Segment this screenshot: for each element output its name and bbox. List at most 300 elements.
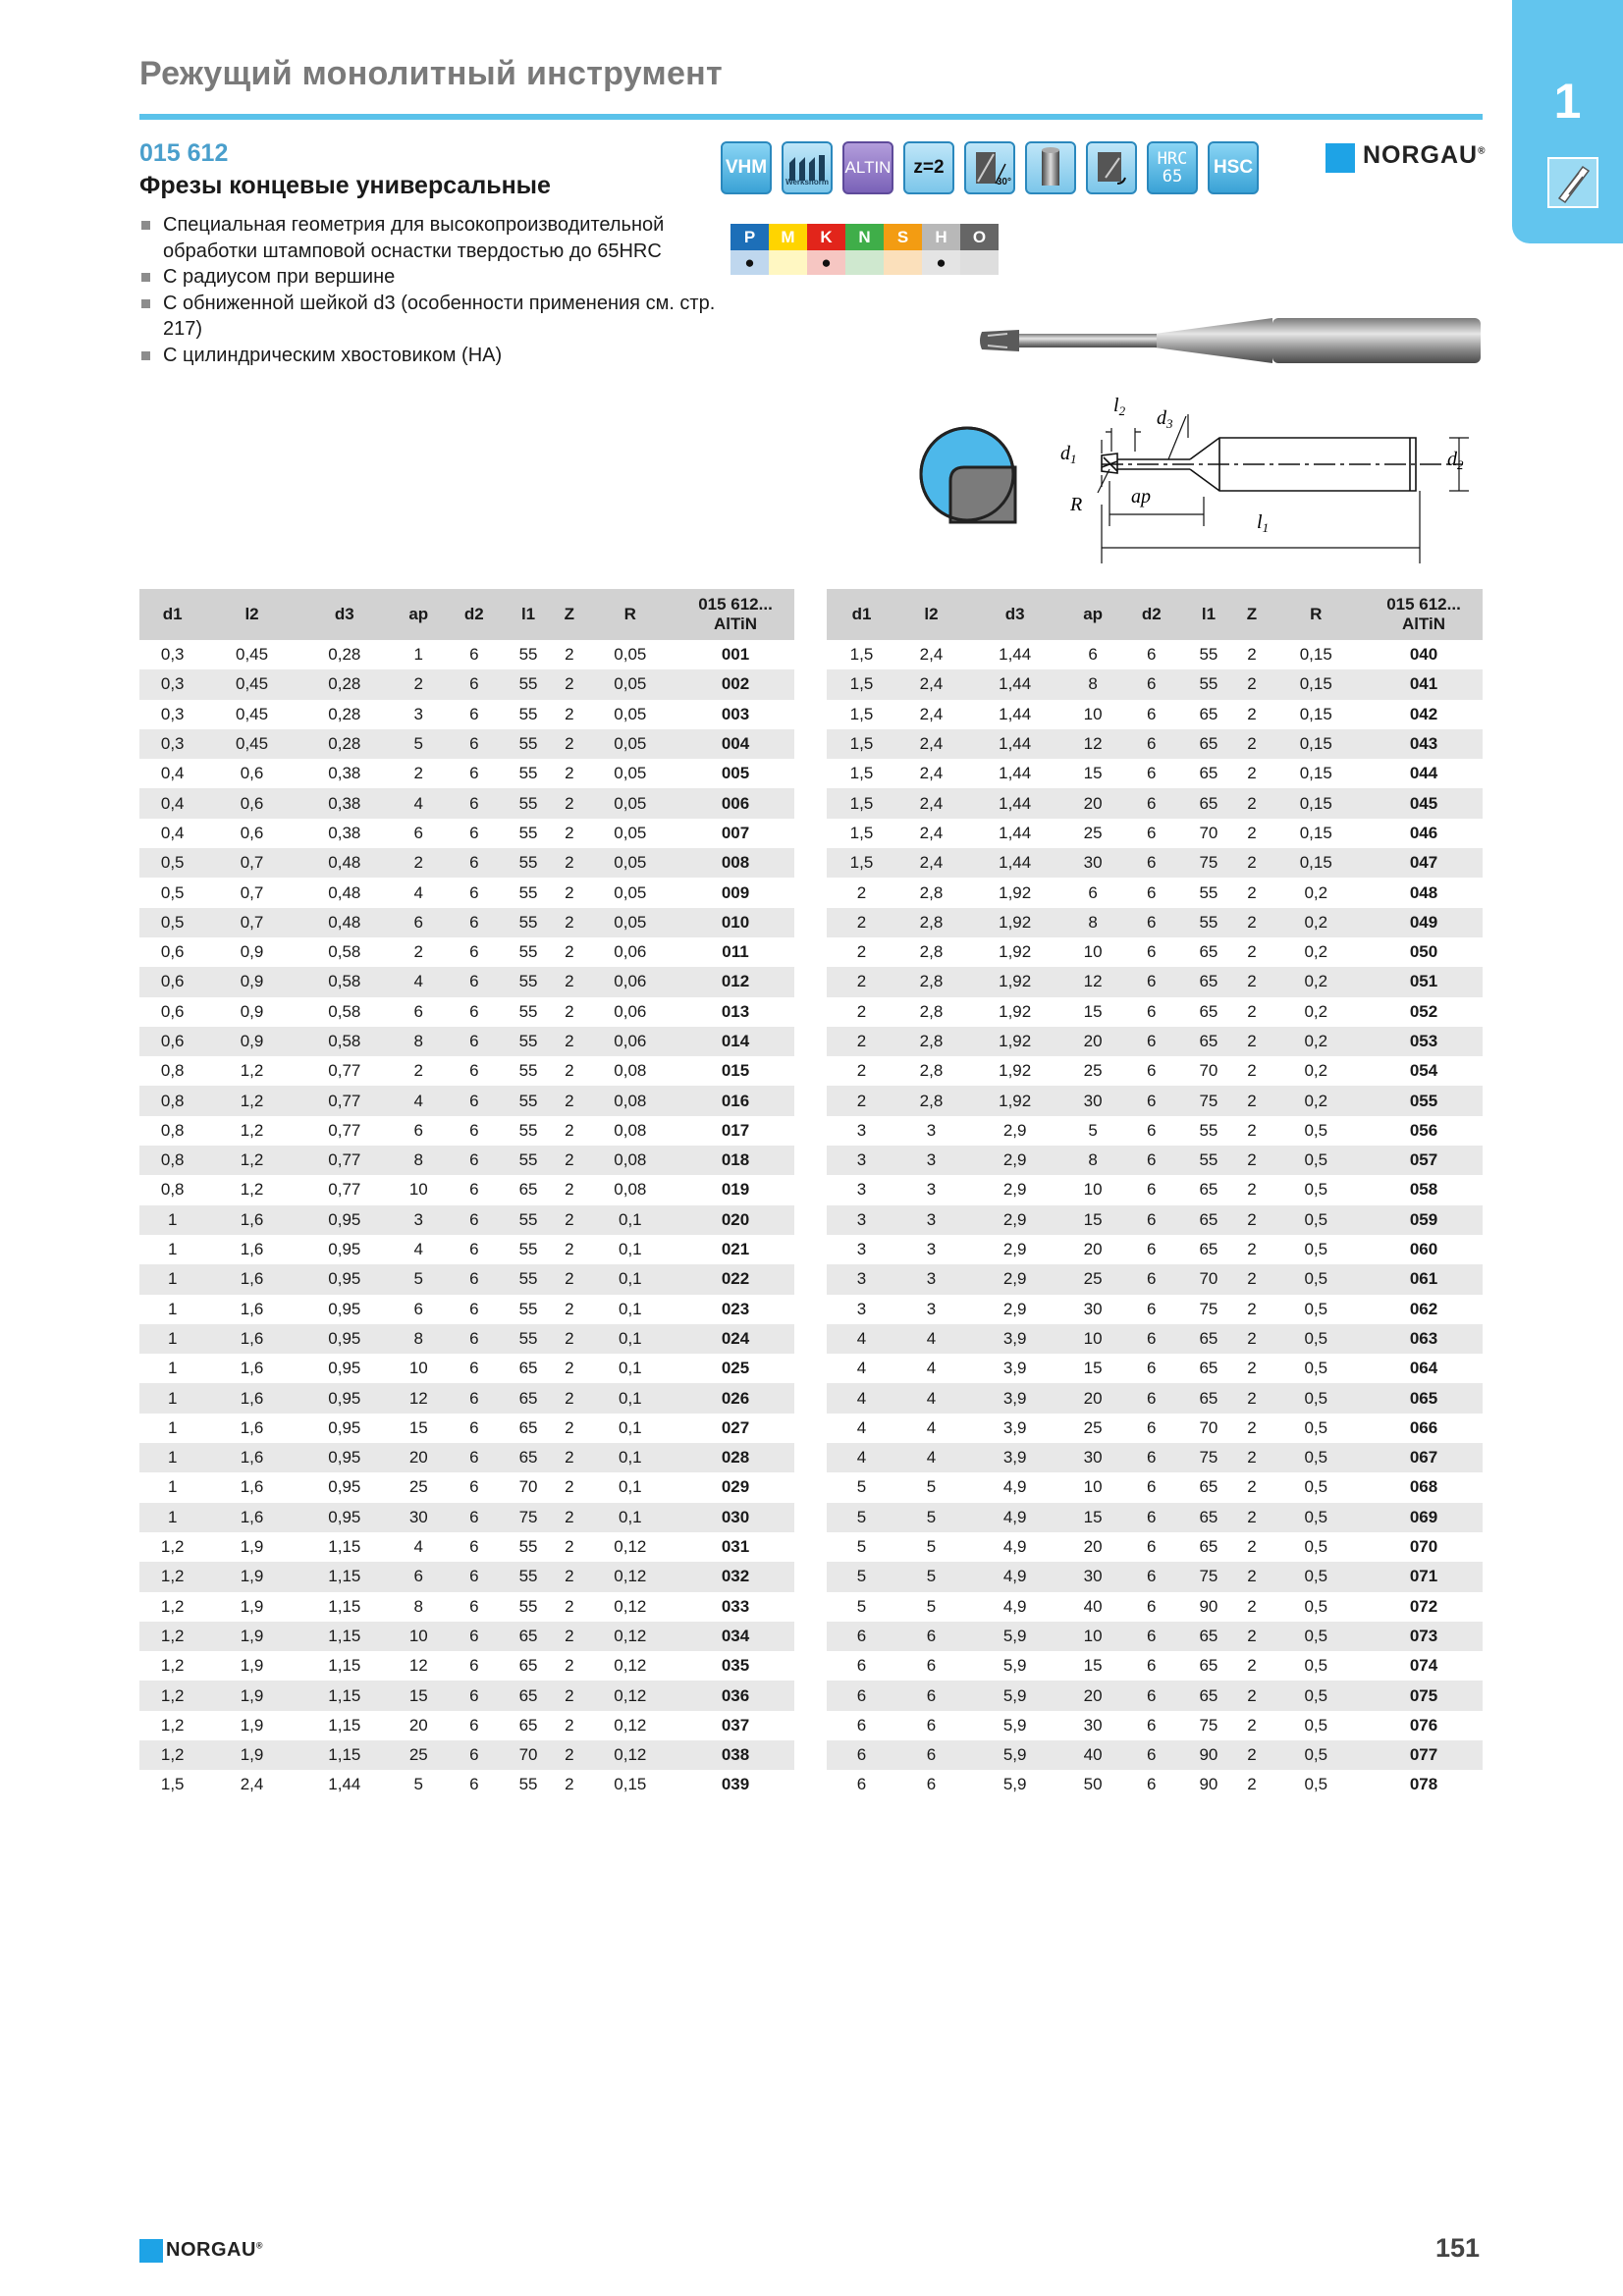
table-row[interactable]: [139, 1472, 794, 1502]
order-code-cell: 076: [1409, 1715, 1438, 1735]
table-cell: 6: [1122, 908, 1181, 937]
table-cell: 4: [856, 1359, 867, 1378]
table-row[interactable]: [827, 1740, 1483, 1770]
table-cell: 0,28: [328, 645, 361, 665]
table-cell: 5: [827, 1562, 896, 1591]
table-row[interactable]: [139, 1622, 794, 1651]
table-cell: 2: [555, 1681, 584, 1710]
table-cell: 1,15: [298, 1562, 391, 1591]
table-cell: 6: [447, 1740, 503, 1770]
table-cell: 6: [856, 1656, 867, 1676]
chapter-tab[interactable]: [1512, 0, 1623, 243]
table-row[interactable]: [139, 1740, 794, 1770]
table-cell: 2: [565, 1061, 574, 1081]
table-row[interactable]: [827, 937, 1483, 967]
table-row[interactable]: [139, 1146, 794, 1175]
table-row[interactable]: [139, 1770, 794, 1799]
table-cell: 2: [1236, 1086, 1267, 1115]
table-cell: 90: [1199, 1596, 1218, 1616]
order-code-cell: 073: [1365, 1622, 1483, 1651]
table-cell: 1: [139, 1383, 205, 1413]
table-cell: 6: [447, 788, 503, 818]
table-cell: 6: [1122, 1443, 1181, 1472]
table-row[interactable]: [827, 1146, 1483, 1175]
table-cell: 0,05: [584, 788, 676, 818]
table-cell: 1,44: [999, 764, 1032, 783]
order-code-cell: 028: [676, 1443, 794, 1472]
table-cell: 1,2: [240, 1061, 264, 1081]
table-cell: 25: [408, 1477, 428, 1497]
table-row[interactable]: [827, 1592, 1483, 1622]
table-cell: 0,28: [298, 729, 391, 759]
table-row[interactable]: [827, 1264, 1483, 1294]
order-code-cell: 033: [721, 1596, 750, 1616]
table-cell: 4: [896, 1324, 966, 1354]
table-cell: 4: [413, 1240, 423, 1259]
table-cell: 6: [413, 823, 423, 842]
table-row[interactable]: [139, 1711, 794, 1740]
table-cell: 1,9: [240, 1537, 264, 1557]
order-code-cell: 072: [1409, 1596, 1438, 1616]
table-cell: 3: [827, 1146, 896, 1175]
order-code-cell: 014: [676, 1027, 794, 1056]
order-header-line: AlTiN: [713, 614, 758, 633]
table-cell: 0,3: [139, 729, 205, 759]
order-code-cell: 013: [721, 1001, 750, 1021]
table-cell: 2: [1236, 1503, 1267, 1532]
d2-label: $d_2$: [1447, 449, 1464, 472]
table-cell: 2: [565, 1715, 574, 1735]
table-row[interactable]: [139, 1383, 794, 1413]
table-row[interactable]: [827, 759, 1483, 788]
table-row[interactable]: [827, 1622, 1483, 1651]
order-code-cell: 003: [721, 704, 750, 723]
table-cell: 30: [1063, 1086, 1122, 1115]
column-header: l2: [896, 589, 966, 640]
order-code-cell: 037: [721, 1715, 750, 1735]
table-row[interactable]: [827, 878, 1483, 907]
table-cell: 0,4: [139, 788, 205, 818]
table-row[interactable]: [139, 759, 794, 788]
table-row[interactable]: [139, 1532, 794, 1562]
table-row[interactable]: [827, 819, 1483, 848]
table-cell: 15: [391, 1681, 447, 1710]
table-cell: 2: [1247, 704, 1257, 723]
table-cell: 1,5: [827, 729, 896, 759]
table-row[interactable]: [827, 1383, 1483, 1413]
table-cell: 0,7: [240, 882, 264, 902]
table-cell: 55: [518, 1596, 538, 1616]
table-cell: 0,5: [1268, 1383, 1365, 1413]
table-cell: 65: [518, 1180, 538, 1200]
order-code-cell: 020: [676, 1205, 794, 1235]
table-row[interactable]: [827, 1205, 1483, 1235]
table-cell: 55: [518, 1299, 538, 1318]
table-cell: 6: [1088, 645, 1098, 665]
table-cell: 0,3: [160, 645, 185, 665]
table-cell: 12: [391, 1383, 447, 1413]
table-row[interactable]: [139, 1205, 794, 1235]
order-code-cell: 064: [1409, 1359, 1438, 1378]
table-cell: 0,58: [298, 1027, 391, 1056]
table-cell: 65: [502, 1622, 555, 1651]
table-cell: 2: [1247, 882, 1257, 902]
order-code-cell: 009: [721, 882, 750, 902]
table-row[interactable]: [827, 1295, 1483, 1324]
table-row[interactable]: [139, 1295, 794, 1324]
table-row[interactable]: [139, 908, 794, 937]
table-cell: 10: [1083, 1477, 1103, 1497]
table-cell: 2,9: [966, 1146, 1063, 1175]
table-cell: 6: [469, 764, 479, 783]
table-cell: 15: [1083, 764, 1103, 783]
table-row[interactable]: [139, 878, 794, 907]
table-cell: 2,8: [896, 1086, 966, 1115]
table-cell: 2: [555, 1740, 584, 1770]
table-cell: 0,08: [614, 1120, 647, 1140]
table-row[interactable]: [139, 1324, 794, 1354]
table-cell: 2: [1236, 1264, 1267, 1294]
table-cell: 6: [1122, 669, 1181, 699]
table-cell: 6: [1147, 1061, 1157, 1081]
table-cell: 70: [1199, 1417, 1218, 1437]
table-cell: 65: [1199, 1477, 1218, 1497]
table-header-row: [139, 589, 794, 640]
order-code-cell: 034: [676, 1622, 794, 1651]
table-row[interactable]: [827, 700, 1483, 729]
table-cell: 65: [1199, 704, 1218, 723]
table-cell: 2: [1236, 1443, 1267, 1472]
table-cell: 2: [1247, 1775, 1257, 1794]
table-row[interactable]: [827, 1116, 1483, 1146]
table-cell: 6: [1122, 1027, 1181, 1056]
order-code-cell: 061: [1365, 1264, 1483, 1294]
table-cell: 1,5: [849, 823, 874, 842]
table-cell: 1: [167, 1299, 178, 1318]
table-cell: 0,08: [584, 1086, 676, 1115]
table-cell: 2: [1236, 1205, 1267, 1235]
order-code-cell: 071: [1365, 1562, 1483, 1591]
table-row[interactable]: [139, 1056, 794, 1086]
table-cell: 1,15: [328, 1656, 361, 1676]
table-cell: 1: [167, 1417, 178, 1437]
table-cell: 1,2: [139, 1622, 205, 1651]
table-cell: 2: [555, 1205, 584, 1235]
table-cell: 2: [1247, 1656, 1257, 1676]
table-cell: 0,2: [1304, 882, 1328, 902]
table-cell: 5: [413, 1775, 423, 1794]
table-cell: 0,95: [328, 1477, 361, 1497]
table-cell: 75: [1199, 1299, 1218, 1318]
order-code-cell: 001: [721, 645, 750, 665]
table-cell: 0,5: [1304, 1417, 1328, 1437]
table-row[interactable]: [827, 848, 1483, 878]
column-header: d2: [447, 589, 503, 640]
table-row[interactable]: [139, 1414, 794, 1443]
table-row[interactable]: [827, 997, 1483, 1027]
table-cell: 1,6: [205, 1443, 298, 1472]
material-h: H: [922, 224, 960, 250]
table-cell: 2: [565, 1120, 574, 1140]
table-cell: 0,6: [160, 1001, 185, 1021]
table-row[interactable]: [827, 729, 1483, 759]
helix-angle-icon: 30°: [964, 141, 1015, 194]
table-row[interactable]: [139, 1027, 794, 1056]
table-row[interactable]: [139, 997, 794, 1027]
table-cell: 2: [1236, 1562, 1267, 1591]
table-cell: 2: [1236, 1740, 1267, 1770]
order-code-cell: 048: [1409, 882, 1438, 902]
table-cell: 1: [139, 1443, 205, 1472]
table-cell: 90: [1199, 1775, 1218, 1794]
table-cell: 1,44: [966, 848, 1063, 878]
table-cell: 4,9: [1002, 1477, 1027, 1497]
table-cell: 5,9: [966, 1681, 1063, 1710]
table-cell: 55: [502, 1086, 555, 1115]
table-cell: 10: [1083, 1180, 1103, 1200]
norgau-logo[interactable]: NORGAU®: [1363, 141, 1487, 169]
table-cell: 2: [1236, 1681, 1267, 1710]
order-code-cell: 018: [676, 1146, 794, 1175]
table-row[interactable]: [139, 1443, 794, 1472]
material-s: S: [884, 224, 922, 250]
table-row[interactable]: [139, 1651, 794, 1681]
table-row[interactable]: [139, 640, 794, 669]
table-cell: 6: [1122, 1146, 1181, 1175]
table-cell: 75: [502, 1503, 555, 1532]
table-cell: 2: [1236, 967, 1267, 996]
material-o: O: [960, 224, 999, 250]
table-cell: 0,1: [584, 1383, 676, 1413]
order-code-cell: 036: [676, 1681, 794, 1710]
table-cell: 0,9: [205, 967, 298, 996]
order-code-cell: 068: [1409, 1477, 1438, 1497]
table-cell: 1,2: [160, 1596, 185, 1616]
table-row[interactable]: [827, 640, 1483, 669]
table-cell: 6: [1147, 1715, 1157, 1735]
table-cell: 0,5: [1268, 1681, 1365, 1710]
table-row[interactable]: [139, 1086, 794, 1115]
table-cell: 75: [1181, 1086, 1237, 1115]
table-cell: 3,9: [966, 1443, 1063, 1472]
table-row[interactable]: [139, 937, 794, 967]
table-cell: 0,12: [614, 1656, 647, 1676]
table-cell: 0,77: [328, 1120, 361, 1140]
table-cell: 10: [391, 1622, 447, 1651]
table-cell: 0,5: [1304, 1537, 1328, 1557]
table-cell: 0,8: [160, 1180, 185, 1200]
table-row[interactable]: [827, 1414, 1483, 1443]
cylindrical-shank-icon: [1025, 141, 1076, 194]
table-cell: 1,9: [205, 1740, 298, 1770]
table-row[interactable]: [827, 1770, 1483, 1799]
table-cell: 2,4: [919, 645, 944, 665]
table-cell: 2: [555, 848, 584, 878]
table-cell: 55: [502, 1205, 555, 1235]
table-cell: 15: [1063, 1205, 1122, 1235]
column-header: Z: [555, 589, 584, 640]
column-header-order-code: [676, 589, 794, 640]
table-row[interactable]: [827, 908, 1483, 937]
table-row[interactable]: [827, 669, 1483, 699]
table-row[interactable]: [827, 967, 1483, 996]
table-cell: 6: [469, 1656, 479, 1676]
table-cell: 1,92: [999, 1001, 1032, 1021]
table-row[interactable]: [827, 1443, 1483, 1472]
order-code-cell: 031: [721, 1537, 750, 1557]
table-cell: 2: [565, 1596, 574, 1616]
table-row[interactable]: [827, 1503, 1483, 1532]
table-cell: 0,95: [328, 1359, 361, 1378]
table-cell: 2: [1247, 1001, 1257, 1021]
table-cell: 0,77: [328, 1180, 361, 1200]
table-row[interactable]: [139, 848, 794, 878]
table-cell: 65: [1199, 942, 1218, 962]
table-row[interactable]: [827, 1532, 1483, 1562]
table-cell: 0,08: [584, 1146, 676, 1175]
table-row[interactable]: [139, 1562, 794, 1591]
table-row[interactable]: [139, 1235, 794, 1264]
table-row[interactable]: [139, 788, 794, 818]
table-cell: 0,6: [240, 764, 264, 783]
table-cell: 0,28: [328, 704, 361, 723]
table-row[interactable]: [827, 1086, 1483, 1115]
table-row[interactable]: [827, 1027, 1483, 1056]
table-cell: 0,38: [328, 764, 361, 783]
table-row[interactable]: [139, 1503, 794, 1532]
table-cell: 0,95: [298, 1264, 391, 1294]
table-cell: 1,15: [298, 1681, 391, 1710]
order-code-cell: 077: [1365, 1740, 1483, 1770]
table-cell: 2: [827, 908, 896, 937]
table-cell: 1,2: [160, 1715, 185, 1735]
table-row[interactable]: [827, 1175, 1483, 1204]
table-cell: 1,6: [205, 1324, 298, 1354]
table-cell: 0,5: [1304, 1240, 1328, 1259]
table-cell: 2,4: [896, 729, 966, 759]
flutes-icon: z=2: [903, 141, 954, 194]
table-cell: 55: [502, 908, 555, 937]
table-cell: 55: [1181, 908, 1237, 937]
table-cell: 0,8: [160, 1120, 185, 1140]
table-row[interactable]: [827, 1651, 1483, 1681]
table-cell: 5,9: [1002, 1715, 1027, 1735]
table-row[interactable]: [139, 669, 794, 699]
table-row[interactable]: [139, 1264, 794, 1294]
order-code-cell: 052: [1409, 1001, 1438, 1021]
table-cell: 0,95: [328, 1240, 361, 1259]
table-row[interactable]: [139, 1116, 794, 1146]
table-cell: 6: [447, 1027, 503, 1056]
table-row[interactable]: [139, 700, 794, 729]
table-cell: 2: [555, 729, 584, 759]
table-cell: 1,5: [827, 788, 896, 818]
d1-label: $d_1$: [1060, 443, 1077, 466]
table-row[interactable]: [827, 1562, 1483, 1591]
table-cell: 20: [1063, 1027, 1122, 1056]
table-cell: 55: [518, 1001, 538, 1021]
table-cell: 20: [1083, 1240, 1103, 1259]
table-row[interactable]: [827, 1711, 1483, 1740]
table-cell: 3,9: [1002, 1359, 1027, 1378]
table-cell: 55: [1199, 645, 1218, 665]
column-header: ap: [391, 589, 447, 640]
table-row[interactable]: [139, 1592, 794, 1622]
table-cell: 65: [1181, 729, 1237, 759]
table-cell: 65: [1181, 1503, 1237, 1532]
table-cell: 0,5: [1304, 1359, 1328, 1378]
table-cell: 2: [555, 1324, 584, 1354]
table-cell: 0,15: [1299, 823, 1332, 842]
table-row[interactable]: [827, 1472, 1483, 1502]
table-cell: 2: [856, 942, 867, 962]
table-cell: 0,7: [205, 848, 298, 878]
table-cell: 0,1: [584, 1264, 676, 1294]
table-cell: 6: [469, 1537, 479, 1557]
table-row[interactable]: [827, 1235, 1483, 1264]
hsc-icon: HSC: [1208, 141, 1259, 194]
table-cell: 6: [1122, 1383, 1181, 1413]
table-cell: 0,5: [160, 882, 185, 902]
table-cell: 6: [447, 1264, 503, 1294]
table-header-row: [827, 589, 1483, 640]
table-cell: 2: [565, 704, 574, 723]
table-cell: 1,2: [240, 1120, 264, 1140]
table-row[interactable]: [139, 1681, 794, 1710]
table-cell: 2: [555, 1503, 584, 1532]
table-cell: 2: [1247, 1596, 1257, 1616]
table-row[interactable]: [139, 967, 794, 996]
material-n-mark: [845, 250, 884, 275]
table-cell: 1,6: [240, 1299, 264, 1318]
table-cell: 10: [1083, 704, 1103, 723]
table-cell: 6: [447, 1443, 503, 1472]
table-cell: 65: [518, 1359, 538, 1378]
table-cell: 10: [408, 1180, 428, 1200]
table-row[interactable]: [139, 729, 794, 759]
table-cell: 1,6: [205, 1205, 298, 1235]
table-row[interactable]: [139, 1175, 794, 1204]
table-row[interactable]: [139, 1354, 794, 1383]
table-row[interactable]: [827, 1681, 1483, 1710]
table-cell: 2: [555, 1264, 584, 1294]
table-cell: 6: [447, 1503, 503, 1532]
table-row[interactable]: [139, 819, 794, 848]
table-cell: 6: [469, 645, 479, 665]
table-cell: 1,6: [205, 1264, 298, 1294]
table-cell: 20: [1063, 1681, 1122, 1710]
table-row[interactable]: [827, 788, 1483, 818]
table-cell: 5: [896, 1503, 966, 1532]
table-cell: 10: [1063, 1324, 1122, 1354]
table-cell: 0,15: [1268, 669, 1365, 699]
table-cell: 65: [1181, 1205, 1237, 1235]
table-cell: 4,9: [966, 1562, 1063, 1591]
table-row[interactable]: [827, 1324, 1483, 1354]
table-cell: 1,5: [849, 645, 874, 665]
table-cell: 1,6: [240, 1417, 264, 1437]
column-header: d3: [966, 589, 1063, 640]
table-row[interactable]: [827, 1354, 1483, 1383]
order-code-cell: 069: [1365, 1503, 1483, 1532]
table-cell: 40: [1083, 1596, 1103, 1616]
feature-item: Специальная геометрия для высокопроизводительной обработки штамповой оснастки твердостью до 65HRC: [139, 212, 729, 264]
table-cell: 2: [827, 1027, 896, 1056]
table-row[interactable]: [827, 1056, 1483, 1086]
order-code-cell: 047: [1365, 848, 1483, 878]
table-cell: 3: [896, 1205, 966, 1235]
table-cell: 0,38: [298, 788, 391, 818]
